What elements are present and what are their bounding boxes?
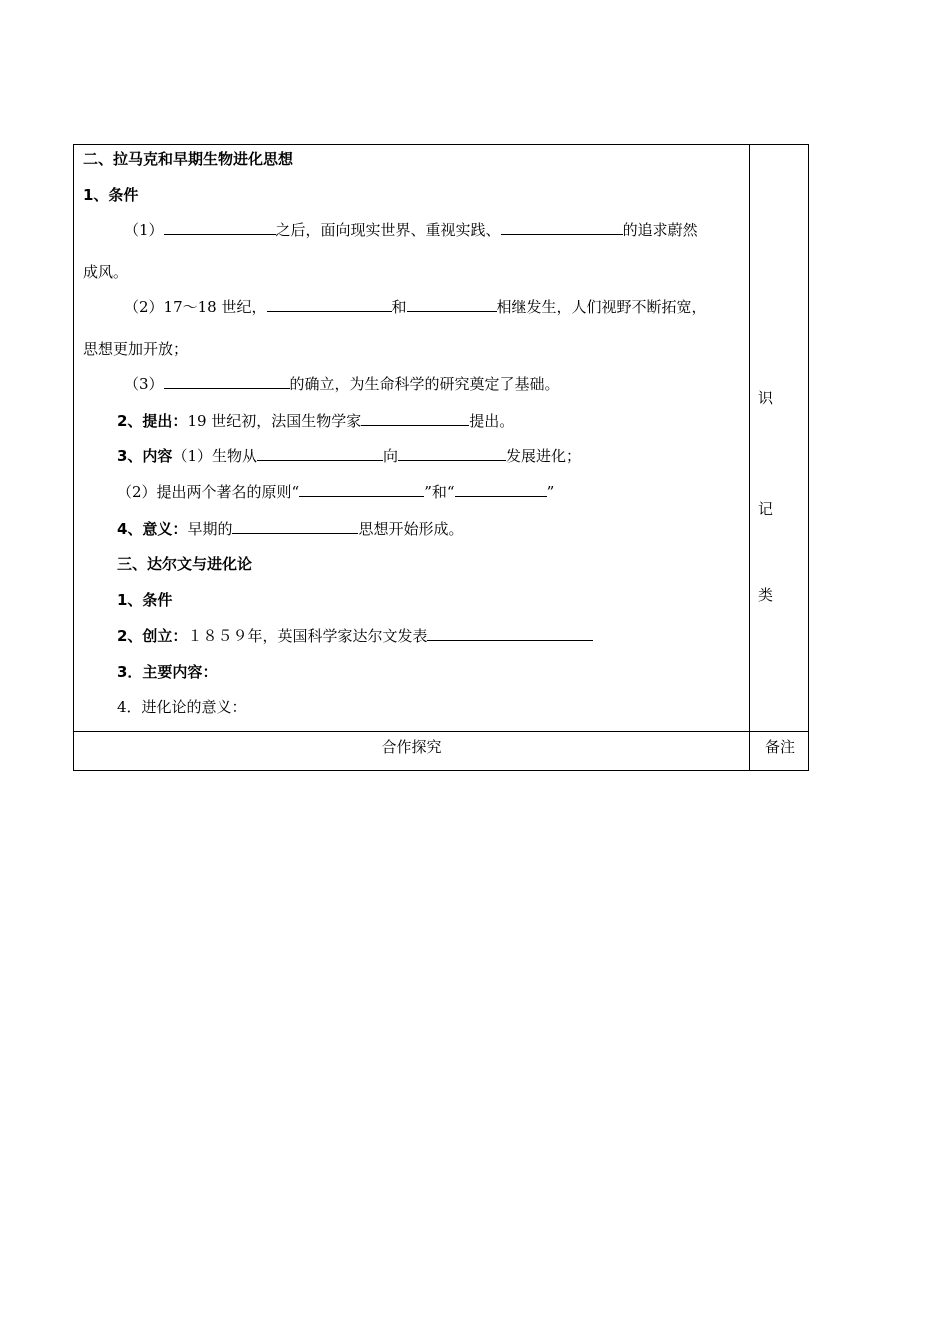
main-content-label: 3．主要内容： bbox=[117, 663, 218, 681]
side-label-1: 识 bbox=[758, 389, 774, 407]
section2-title: 二、拉马克和早期生物进化思想 bbox=[83, 150, 294, 168]
condition-2: （2）17～18 世纪， 和 相继发生，人们视野不断拓宽， bbox=[124, 298, 707, 316]
fill-blank[interactable] bbox=[164, 220, 276, 235]
notes-header: 备注 bbox=[764, 738, 795, 756]
section3-conditions: 1、条件 bbox=[117, 591, 173, 609]
fill-blank[interactable] bbox=[398, 446, 506, 461]
conditions-title: 1、条件 bbox=[83, 186, 139, 204]
condition-2-cont: 思想更加开放； bbox=[83, 340, 189, 358]
fill-blank[interactable] bbox=[455, 482, 547, 497]
fill-blank[interactable] bbox=[427, 626, 593, 641]
worksheet-table bbox=[73, 144, 809, 771]
fill-blank[interactable] bbox=[257, 446, 383, 461]
side-label-2: 记 bbox=[758, 500, 774, 518]
fill-blank[interactable] bbox=[361, 411, 469, 426]
significance-line: 4、意义：早期的 思想开始形成。 bbox=[117, 520, 464, 538]
condition-3: （3） 的确立，为生命科学的研究奠定了基础。 bbox=[124, 375, 560, 393]
fill-blank[interactable] bbox=[299, 482, 424, 497]
fill-blank[interactable] bbox=[501, 220, 623, 235]
condition-1-cont: 成风。 bbox=[83, 263, 129, 281]
fill-blank[interactable] bbox=[232, 519, 358, 534]
fill-blank[interactable] bbox=[164, 374, 290, 389]
side-label-3: 类 bbox=[758, 586, 774, 604]
fill-blank[interactable] bbox=[407, 297, 497, 312]
content-line-2: （2）提出两个著名的原则“ ”和“ ” bbox=[117, 483, 555, 501]
condition-1: （1） 之后，面向现实世界、重视实践、 的追求蔚然 bbox=[124, 221, 698, 239]
founding-line: 2、创立：１８５９年，英国科学家达尔文发表 bbox=[117, 626, 593, 646]
column-divider bbox=[749, 145, 750, 770]
evolution-significance-label: 4．进化论的意义： bbox=[117, 698, 247, 716]
cooperative-inquiry-header: 合作探究 bbox=[381, 738, 442, 756]
row-divider bbox=[74, 731, 808, 732]
fill-blank[interactable] bbox=[267, 297, 392, 312]
content-line-1: 3、内容（1）生物从 向 发展进化； bbox=[117, 447, 582, 465]
section3-title: 三、达尔文与进化论 bbox=[117, 555, 253, 573]
proposal-line: 2、提出：19 世纪初，法国生物学家 提出。 bbox=[117, 412, 515, 430]
